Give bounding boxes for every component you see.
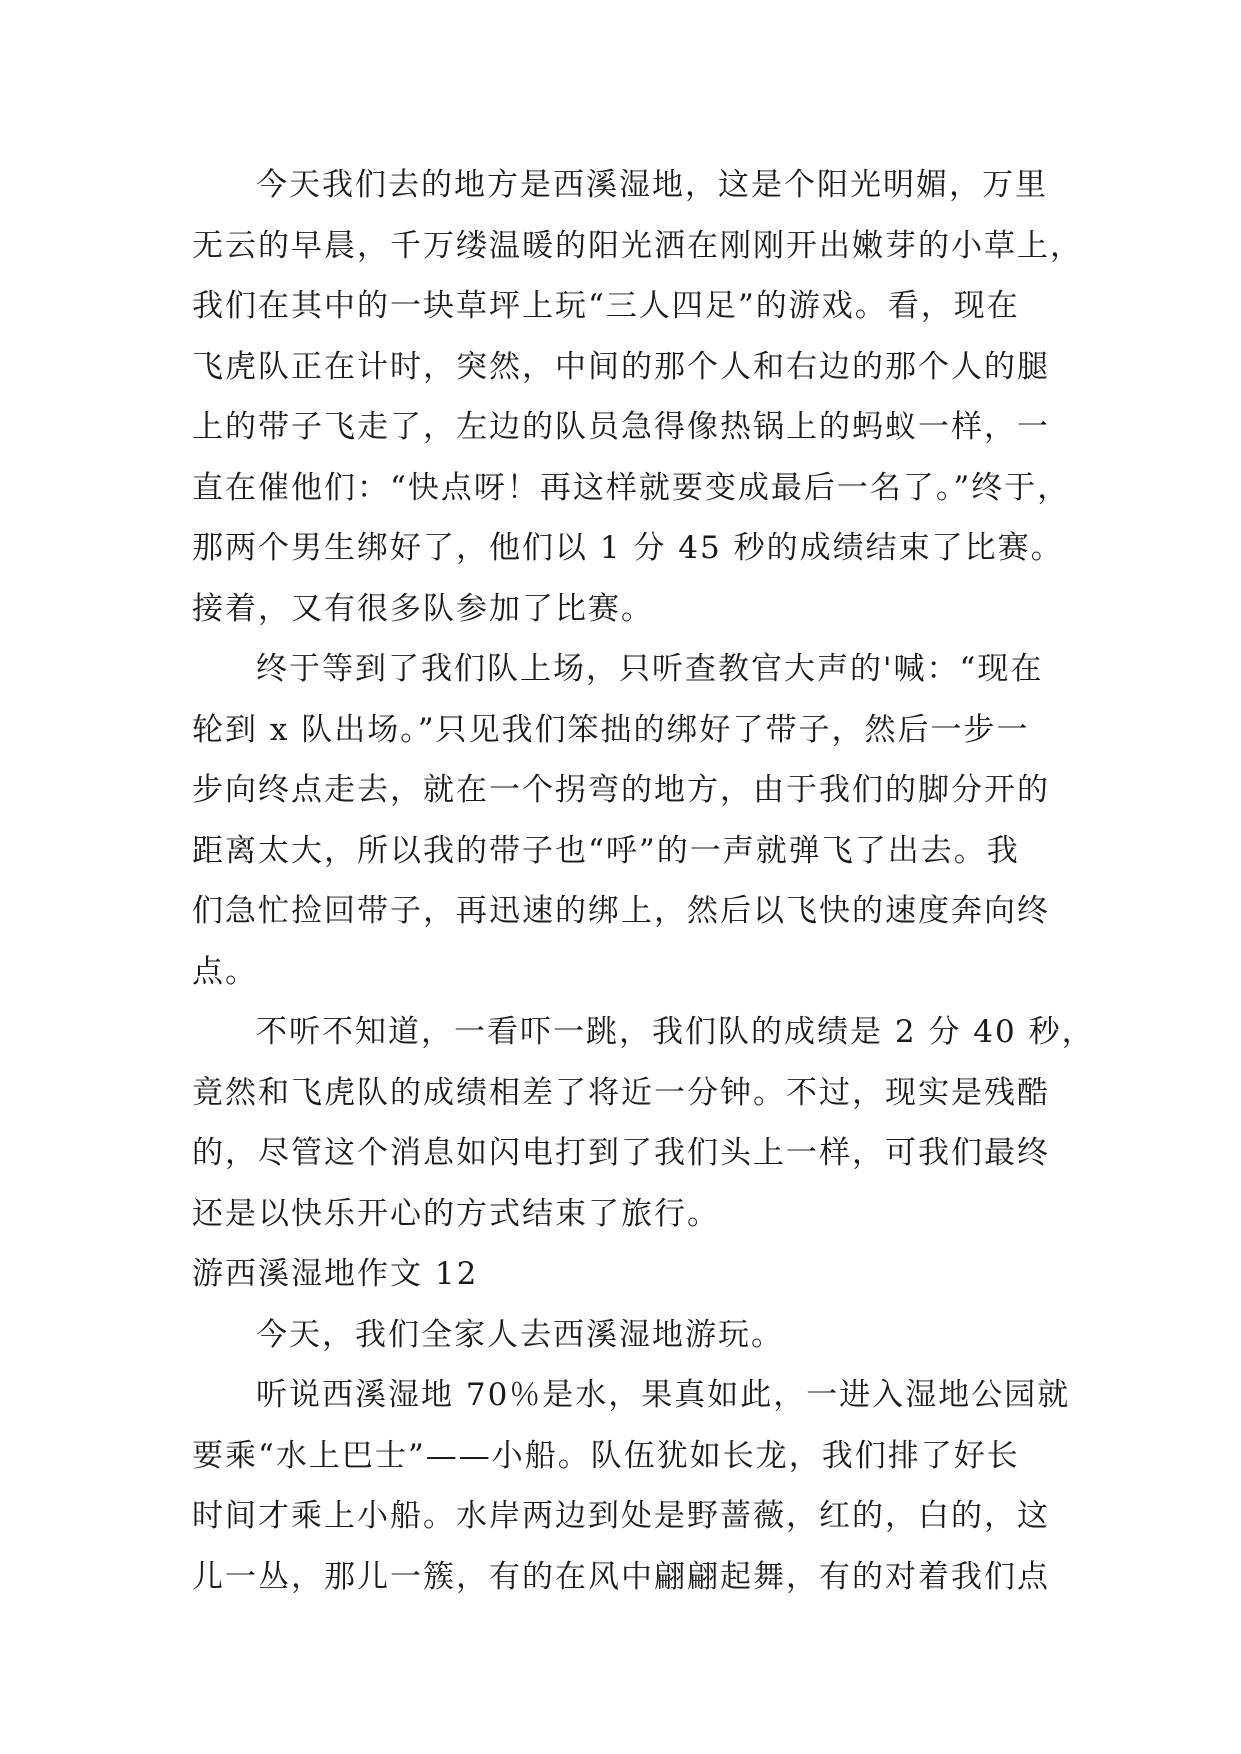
text-line: 竟然和飞虎队的成绩相差了将近一分钟。不过，现实是残酷 <box>192 1074 1050 1111</box>
text-line: 距离太大，所以我的带子也“呼”的一声就弹飞了出去。我 <box>192 832 1020 869</box>
text-line: 的，尽管这个消息如闪电打到了我们头上一样，可我们最终 <box>192 1135 1050 1171</box>
text-line: 时间才乘上小船。水岸两边到处是野蔷薇，红的，白的，这 <box>192 1498 1050 1534</box>
text-line: 们急忙捡回带子，再迅速的绑上，然后以飞快的速度奔向终 <box>192 893 1050 929</box>
text-line: 儿一丛，那儿一簇，有的在风中翩翩起舞，有的对着我们点 <box>192 1558 1050 1595</box>
text-line: 接着，又有很多队参加了比赛。 <box>192 590 654 627</box>
text-line: 直在催他们：“快点呀！再这样就要变成最后一名了。”终于， <box>192 469 1071 506</box>
text-line: 轮到 x 队出场。”只见我们笨拙的绑好了带子，然后一步一 <box>192 711 1030 748</box>
text-line: 上的带子飞走了，左边的队员急得像热锅上的蚂蚁一样，一 <box>192 409 1050 445</box>
document-body <box>192 155 1095 1607</box>
text-line: 还是以快乐开心的方式结束了旅行。 <box>192 1195 720 1232</box>
text-line: 飞虎队正在计时，突然，中间的那个人和右边的那个人的腿 <box>192 348 1050 385</box>
text-line: 要乘“水上巴士”——小船。队伍犹如长龙，我们排了好长 <box>192 1437 1020 1474</box>
text-line: 步向终点走去，就在一个拐弯的地方，由于我们的脚分开的 <box>192 772 1050 808</box>
text-line: 听说西溪湿地 70％是水，果真如此，一进入湿地公园就 <box>256 1377 1071 1413</box>
text-line: 点。 <box>192 953 258 990</box>
text-line: 终于等到了我们队上场，只听查教官大声的'喊：“现在 <box>256 651 1044 687</box>
text-line: 那两个男生绑好了，他们以 1 分 45 秒的成绩结束了比赛。 <box>192 530 1064 566</box>
text-line: 无云的早晨，千万缕温暖的阳光洒在刚刚开出嫩芽的小草上， <box>192 227 1083 264</box>
section-heading: 游西溪湿地作文 12 <box>192 1256 479 1292</box>
text-line: 今天，我们全家人去西溪湿地游玩。 <box>256 1316 784 1353</box>
text-line: 今天我们去的地方是西溪湿地，这是个阳光明媚，万里 <box>256 167 1048 203</box>
text-line: 不听不知道，一看吓一跳，我们队的成绩是 2 分 40 秒， <box>256 1014 1095 1050</box>
text-line: 我们在其中的一块草坪上玩“三人四足”的游戏。看，现在 <box>192 288 1020 324</box>
